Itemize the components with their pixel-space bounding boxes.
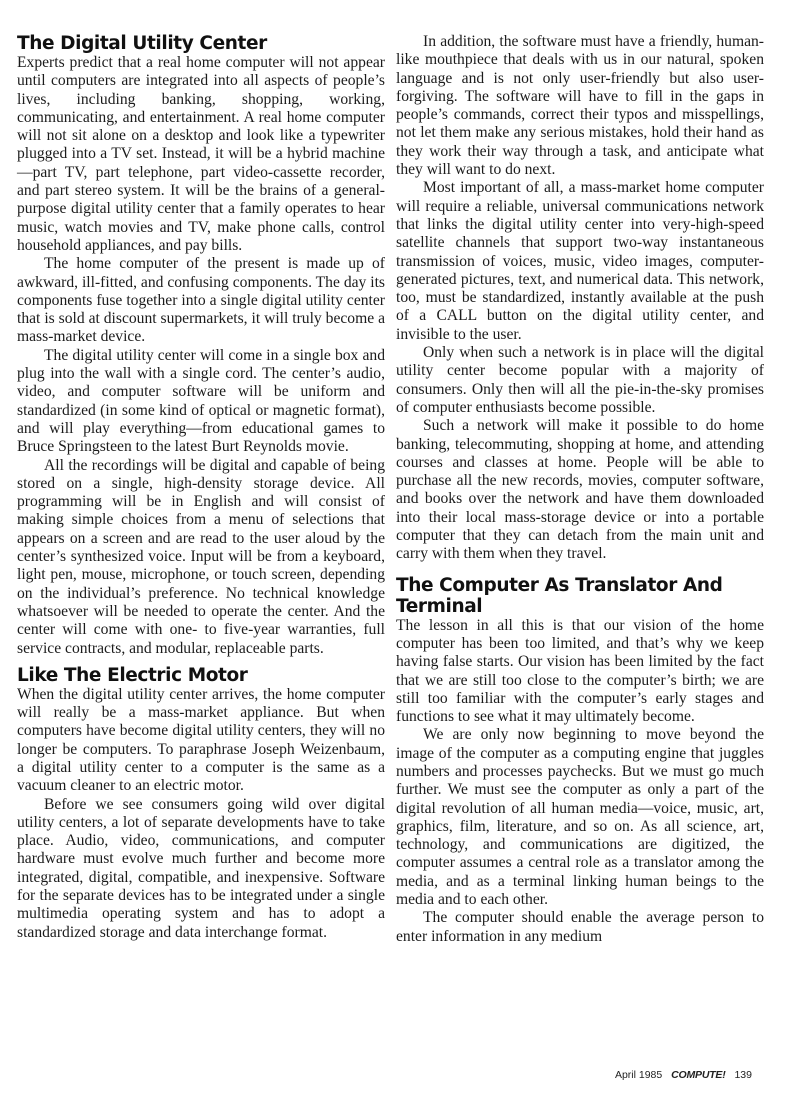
paragraph: Only when such a network is in place will the digital utility center become popular with a majority of consumers. Only then will all the pie-in-the-sky promises of computer enthusiasts become possible. xyxy=(396,344,764,416)
paragraph: In addition, the software must have a friendly, human-like mouthpiece that deals with us in our natural, spoken language and is not only user-friendly but also user-forgiving. The software will have to fill in the gaps in people’s commands, correct their typos and misspellings, not let them make any serious mistakes, hold their hand as they work their way through a task, and anticipate what they will want to do next. xyxy=(396,33,764,179)
paragraph: The digital utility center will come in a single box and plug into the wall with a single cord. The center’s audio, video, and computer software will be uniform and standardized (in some kind of optical or magnetic format), and will play everything—from educational games to Bruce Springsteen to the latest Burt Reynolds movie. xyxy=(17,346,385,456)
paragraph: The home computer of the present is made up of awkward, ill-fitted, and confusing components. The day its components fuse together into a single digital utility center that is sold at discount supermarkets, it will truly become a mass-market device. xyxy=(17,255,385,346)
paragraph: Experts predict that a real home computer will not appear until computers are integrated into all aspects of people’s lives, including banking, shopping, working, communicating, and entertainment. A real home computer will not sit alone on a desktop and look like a typewriter plugged into a TV set. Instead, it will be a hybrid machine—part TV, part telephone, part video-cassette recorder, and part stereo system. It will be the brains of a general-purpose digital utility center that a family operates to hear music, watch movies and TV, make phone calls, control household appliances, and pay bills. xyxy=(17,54,385,254)
paragraph: The computer should enable the average person to enter information in any medium xyxy=(396,909,764,945)
paragraph: Such a network will make it possible to do home banking, telecommuting, shopping at home, and attending courses and classes at home. People will be able to purchase all the new records, movies, computer software, and books over the network and have them downloaded into their local mass-storage device or into a portable computer that they can detach from the main unit and carry with them when they travel. xyxy=(396,417,764,563)
paragraph: Most important of all, a mass-market home computer will require a reliable, universal communications network that links the digital utility center into very-high-speed satellite channels that support two-way instantaneous transmission of voices, music, video images, computer-generated pictures, text, and numerical data. This network, too, must be standardized, instantly available at the push of a CALL button on the digital utility center, and invisible to the user. xyxy=(396,179,764,343)
paragraph: The lesson in all this is that our vision of the home computer has been too limited, and that’s why we keep having false starts. Our vision has been limited by the fact that we are still too close to the computer’s birth; we are still too familiar with the computer’s early stages and functions to see what it may ultimately become. xyxy=(396,616,764,726)
paragraph: We are only now beginning to move beyond the image of the computer as a computing engine that juggles numbers and processes paychecks. But we must go much further. We must see the computer as only a part of the digital revolution of all human media—voice, music, art, graphics, film, literature, and so on. As all science, art, technology, and communications are digitized, the computer assumes a central role as a translator among the media, and as a terminal linking human beings to the media and to each other. xyxy=(396,726,764,909)
issue-date: April 1985 xyxy=(614,1069,663,1081)
page-footer xyxy=(615,1069,752,1081)
page-number: 139 xyxy=(734,1069,752,1081)
magazine-name: COMPUTE! xyxy=(671,1069,726,1081)
heading-translator-terminal: The Computer As Translator And Terminal xyxy=(396,574,723,617)
heading-digital-utility-center: The Digital Utility Center xyxy=(17,33,267,54)
paragraph: When the digital utility center arrives, the home computer will really be a mass-market appliance. But when computers have become digital utility centers, they will no longer be computers. To paraphrase Joseph Weizenbaum, a digital utility center to a computer is the same as a vacuum cleaner to an electric motor. xyxy=(17,685,385,795)
left-column xyxy=(17,33,385,942)
paragraph: All the recordings will be digital and capable of being stored on a single, high-density storage device. All programming will be in English and will consist of making simple choices from a menu of selections that appears on a screen and are read to the user aloud by the center’s synthesized voice. Input will be from a keyboard, light pen, mouse, microphone, or touch screen, depending on the individual’s preference. No technical knowledge whatsoever will be needed to operate the center. And the center will come with one- to five-year warranties, full service contracts, and modular, replaceable parts. xyxy=(17,456,385,657)
right-column xyxy=(396,33,764,946)
paragraph: Before we see consumers going wild over digital utility centers, a lot of separate developments have to take place. Audio, video, communications, and computer hardware must evolve much further and become more integrated, digital, compatible, and inexpensive. Software for the separate devices has to be integrated under a single multimedia operating system and has to adopt a standardized storage and data interchange format. xyxy=(17,795,385,941)
heading-electric-motor: Like The Electric Motor xyxy=(17,664,248,686)
